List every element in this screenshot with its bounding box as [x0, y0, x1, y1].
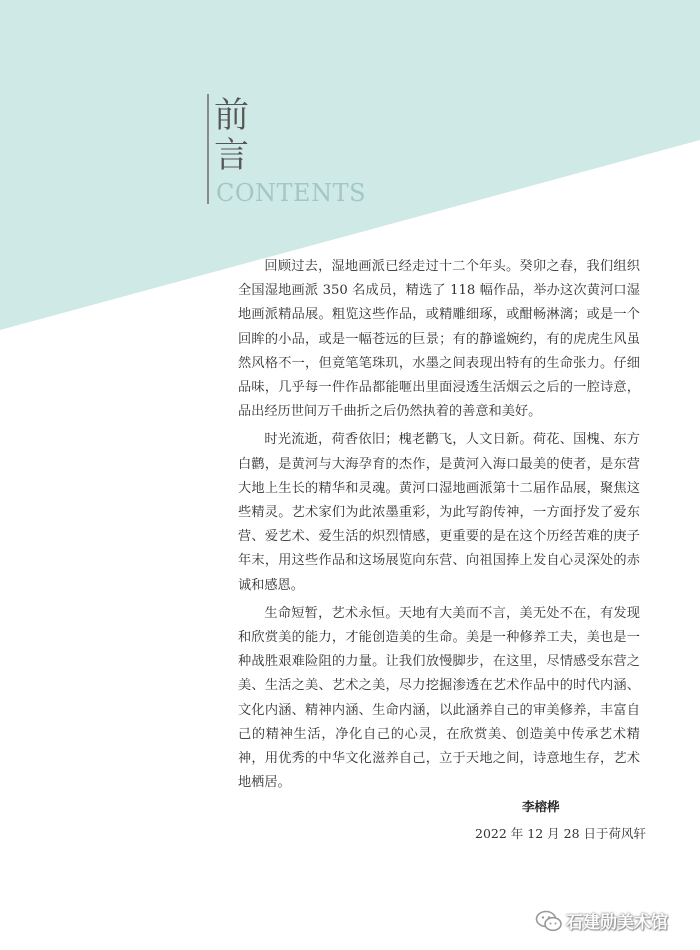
- page-title-char-1: 前: [214, 96, 250, 136]
- watermark-text: 石建勋美术馆: [566, 913, 668, 933]
- page-title-char-2: 言: [214, 136, 250, 176]
- signature-date: 2022 年 12 月 28 日于荷风轩: [475, 826, 646, 841]
- page-subtitle: CONTENTS: [216, 179, 367, 207]
- paragraph-3: 生命短暂，艺术永恒。天地有大美而不言，美无处不在，有发现和欣赏美的能力，才能创造美的生命。美是一种修养工夫，美也是一种战胜艰难险阻的力量。让我们放慢脚步，在这里，尽情感受东营之美、生活之美、艺术之美，尽力挖掘渗透在艺术作品中的时代内涵、文化内涵、精神内涵、生命内涵，以此涵养自己的审美修养，丰富自己的精神生活，净化自己的心灵，在欣赏美、创造美中传承艺术精神，用优秀的中华文化滋养自己，立于天地之间，诗意地生存，艺术地栖居。: [238, 605, 640, 791]
- paragraph-2: 时光流逝，荷香依旧；槐老鹳飞，人文日新。荷花、国槐、东方白鹳，是黄河与大海孕育的杰作，是黄河入海口最美的使者，是东营大地上生长的精华和灵魂。黄河口湿地画派第十二届作品展，聚焦这些精灵。艺术家们为此浓墨重彩，为此写韵传神，一方面抒发了爱东营、爱艺术、爱生活的炽烈情感，更重要的是在这个历经苦难的庚子年末，用这些作品和这场展览向东营、向祖国捧上发自心灵深处的赤诚和感恩。: [238, 432, 640, 593]
- paragraph-1: 回顾过去，湿地画派已经走过十二个年头。癸卯之春，我们组织全国湿地画派 350 名成员，精选了 118 幅作品，举办这次黄河口湿地画派精品展。粗览这些作品，或精雕细琢，或酣畅淋漓；或是一个回眸的小品，或是一幅苍远的巨景；有的静谧婉约，有的虎虎生风虽然风格不一，但竟笔笔珠玑，水墨之间表现出特有的生命张力。仔细品味，几乎每一件作品都能咂出里面浸透生活烟云之后的一腔诗意，品出经历世间万千曲折之后仍然执着的善意和美好。: [238, 259, 640, 420]
- page-title: [214, 96, 254, 176]
- title-divider-line: [207, 94, 209, 204]
- wechat-icon: [535, 909, 563, 933]
- preface-body: [238, 255, 640, 799]
- watermark: [535, 908, 668, 933]
- author-name: 李榕桦: [522, 799, 560, 814]
